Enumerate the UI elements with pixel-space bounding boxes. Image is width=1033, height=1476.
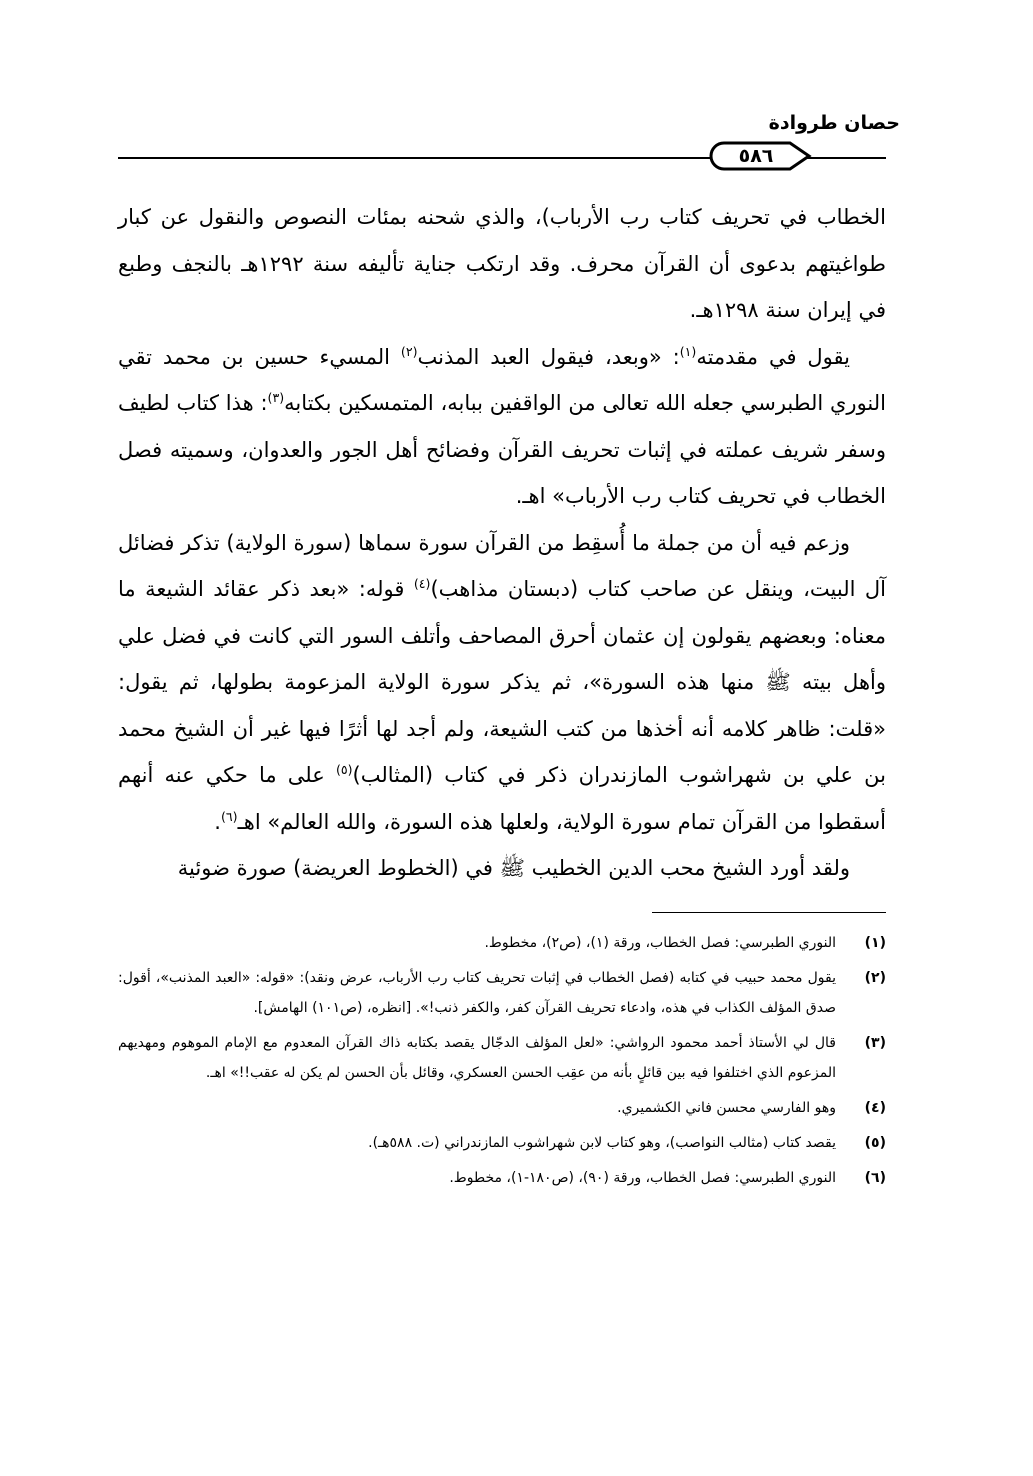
footnote-text: وهو الفارسي محسن فاني الكشميري. [617, 1100, 836, 1116]
footnote-separator [652, 912, 886, 913]
footnote-ref: (١) [679, 343, 697, 359]
page-number-badge [708, 140, 812, 172]
footnote-ref: (٦) [220, 808, 238, 824]
page-number: ٥٨٦ [738, 145, 774, 167]
footnote [118, 928, 886, 958]
footnote [118, 1163, 886, 1193]
footnote [118, 1028, 886, 1088]
main-text [118, 194, 886, 892]
footnote-ref: (٥) [335, 762, 353, 777]
footnotes [118, 928, 886, 1198]
paragraph: ولقد أورد الشيخ محب الدين الخطيب ﷺ في (الخطوط العريضة) صورة ضوئية [177, 856, 850, 880]
footnote-text: يقصد كتاب (مثالب النواصب)، وهو كتاب لابن شهراشوب المازندراني (ت. ٥٨٨هـ). [368, 1135, 836, 1151]
paragraph: يقول في مقدمته$^{(١)}$: «وبعد، فيقول العبد المذنب$^{(٢)}$ المسيء حسين بن محمد تقي النوري الطبرسي جعله الله تعالى من الواقفين ببابه، المتمسكين بكتابه$^{(٣)}$: هذا كتاب لطيف وسفر شريف عملته في إثبات تحريف القرآن وفضائح أهل الجور والعدوان، وسميته فصل الخطاب في تحريف كتاب رب الأرباب» اهـ. [118, 343, 886, 508]
paragraph: وزعم فيه أن من جملة ما أُسقِط من القرآن سورة سماها (سورة الولاية) تذكر فضائل آل البيت، وينقل عن صاحب كتاب (دبستان مذاهب)$^{(٤)}$ قوله: «بعد ذكر عقائد الشيعة ما معناه: وبعضهم يقولون إن عثمان أحرق المصاحف وأتلف السور التي كانت في فضل علي وأهل بيته ﷺ منها هذه السورة»، ثم يذكر سورة الولاية المزعومة بطولها، ثم يقول: «قلت: ظاهر كلامه أنه أخذها من كتب الشيعة، ولم أجد لها أثرًا فيها غير أن الشيخ محمد بن علي بن شهراشوب المازندران ذكر في كتاب (المثالب)$^{(٥)}$ على ما حكي عنه أنهم أسقطوا من القرآن تمام سورة الولاية، ولعلها هذه السورة، والله العالم» اهـ$^{(٦)}$. [118, 530, 886, 834]
footnote-text: قال لي الأستاذ أحمد محمود الرواشي: «لعل المؤلف الدجّال يقصد بكتابه ذاك القرآن المعدوم مع الإمام الموهوم ومهديهم المزعوم الذي اختلفوا فيه بين قائلٍ بأنه من عقِب الحسن العسكري، وقائل بأن الحسن لم يكن له عقب!!» اهـ. [118, 1035, 836, 1081]
footnote-number: (٦) [864, 1170, 886, 1186]
footnote-ref: (٣) [267, 390, 285, 405]
footnote-ref: (٢) [400, 343, 418, 359]
footnote-ref: (٤) [413, 576, 431, 591]
footnote-text: النوري الطبرسي: فصل الخطاب، ورقة (٩٠)، (ص١٨٠-١)، مخطوط. [449, 1170, 836, 1186]
paragraph: الخطاب في تحريف كتاب رب الأرباب)، والذي شحنه بمئات النصوص والنقول عن كبار طواغيتهم بدعوى أن القرآن محرف. وقد ارتكب جناية تأليفه سنة ١٢٩٢هـ بالنجف وطبع في إيران سنة ١٢٩٨هـ. [118, 205, 886, 322]
footnote-number: (٣) [864, 1035, 886, 1051]
footnote [118, 1128, 886, 1158]
footnote-number: (٢) [864, 970, 886, 986]
footnote-text: النوري الطبرسي: فصل الخطاب، ورقة (١)، (ص٢)، مخطوط. [484, 935, 836, 951]
running-title: حصان طروادة [768, 112, 900, 134]
footnote [118, 963, 886, 1023]
footnote-number: (٥) [864, 1135, 886, 1151]
footnote-text: يقول محمد حبيب في كتابه (فصل الخطاب في إثبات تحريف كتاب رب الأرباب، عرض ونقد): «قوله: «العبد المذنب»، أقول: صدق المؤلف الكذاب في هذه، وادعاء تحريف القرآن كفر، والكفر ذنب!». [انظره، (ص١٠١) الهامش]. [118, 970, 836, 1016]
footnote-number: (١) [864, 935, 886, 951]
footnote [118, 1093, 886, 1123]
footnote-number: (٤) [864, 1100, 886, 1116]
